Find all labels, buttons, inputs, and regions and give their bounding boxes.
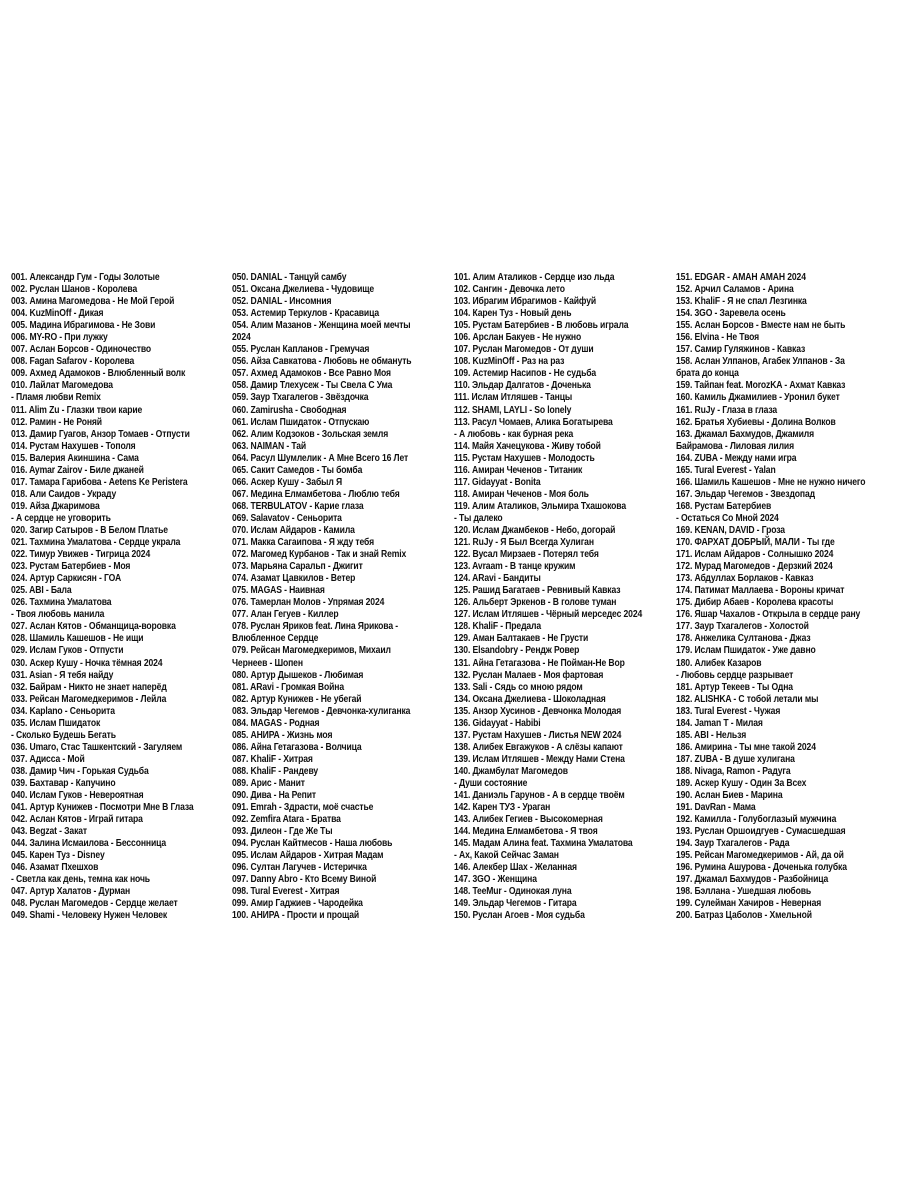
track-line: 155. Аслан Борсов - Вместе нам не быть	[676, 320, 846, 332]
tracklist-column-3	[454, 272, 642, 923]
track-line: 183. Tural Everest - Чужая	[676, 705, 781, 717]
track-line: 040. Ислам Гуков - Невероятная	[11, 790, 144, 802]
track-line: 199. Сулейман Хачиров - Неверная	[676, 898, 822, 910]
track-line: 121. RuJy - Я Был Всегда Хулиган	[454, 537, 594, 549]
track-line: 179. Ислам Пшидаток - Уже давно	[676, 645, 816, 657]
track-line: 139. Ислам Итляшев - Между Нами Стена	[454, 753, 625, 765]
track-line: 172. Мурад Магомедов - Дерзкий 2024	[676, 561, 833, 573]
track-line: 178. Анжелика Султанова - Джаз	[676, 633, 811, 645]
track-line: 142. Карен ТУЗ - Ураган	[454, 802, 551, 814]
track-line: 058. Дамир Тлехусеж - Ты Свела С Ума	[232, 380, 393, 392]
track-line: 159. Тайпан feat. MorozKA - Ахмат Кавказ	[676, 380, 846, 392]
track-line: 057. Ахмед Адамоков - Все Равно Моя	[232, 368, 391, 380]
track-line: 150. Руслан Агоев - Моя судьба	[454, 910, 585, 922]
track-line: 197. Джамал Бахмудов - Разбойница	[676, 874, 829, 886]
track-line: 187. ZUBA - В душе хулигана	[676, 753, 795, 765]
track-line: 160. Камиль Джамилиев - Уронил букет	[676, 392, 840, 404]
track-line: 192. Камилла - Голубоглазый мужчина	[676, 814, 837, 826]
track-line: 098. Tural Everest - Хитрая	[232, 886, 340, 898]
track-line: 037. Адисса - Мой	[11, 753, 85, 765]
track-line: 024. Артур Саркисян - ГОА	[11, 573, 122, 585]
track-line: 070. Ислам Айдаров - Камила	[232, 524, 355, 536]
track-line: 063. NAIMAN - Тай	[232, 440, 307, 452]
track-line: 186. Амирина - Ты мне такой 2024	[676, 741, 816, 753]
track-line: 138. Алибек Евгажуков - А слёзы капают	[454, 741, 623, 753]
track-line: 174. Патимат Маллаева - Вороны кричат	[676, 585, 845, 597]
track-line: - Ты далеко	[454, 512, 503, 524]
track-line: 050. DANIAL - Танцуй самбу	[232, 272, 347, 283]
track-line: 060. Zamirusha - Свободная	[232, 404, 347, 416]
track-line: Влюбленное Сердце	[232, 633, 319, 645]
track-line: 144. Медина Елмамбетова - Я твоя	[454, 826, 598, 838]
track-line: 128. KhaliF - Предала	[454, 621, 542, 633]
track-line: 086. Айна Гетагазова - Волчица	[232, 741, 362, 753]
track-line: 113. Расул Чомаев, Алика Богатырева	[454, 416, 613, 428]
track-line: 163. Джамал Бахмудов, Джамиля	[676, 428, 814, 440]
track-line: 194. Заур Тхагалегов - Рада	[676, 838, 790, 850]
track-line: 080. Артур Дышеков - Любимая	[232, 669, 364, 681]
track-line: 123. Avraam - В танце кружим	[454, 561, 576, 573]
track-line: 108. KuzMinOff - Раз на раз	[454, 356, 565, 368]
track-line: 156. Elvina - Не Твоя	[676, 332, 760, 344]
track-line: 161. RuJy - Глаза в глаза	[676, 404, 778, 416]
track-line: 074. Азамат Цавкилов - Ветер	[232, 573, 356, 585]
track-line: 099. Амир Гаджиев - Чародейка	[232, 898, 363, 910]
track-line: 072. Магомед Курбанов - Так и знай Remix	[232, 549, 407, 561]
track-line: 064. Расул Шумлелик - А Мне Всего 16 Лет	[232, 452, 409, 464]
track-line: 106. Арслан Бакуев - Не нужно	[454, 332, 582, 344]
track-line: 114. Майя Хачецукова - Живу тобой	[454, 440, 601, 452]
track-line: 079. Рейсан Магомедкеримов, Михаил	[232, 645, 391, 657]
track-line: 125. Рашид Багатаев - Ревнивый Кавказ	[454, 585, 621, 597]
track-line: брата до конца	[676, 368, 739, 380]
track-line: 135. Анзор Хусинов - Девчонка Молодая	[454, 705, 622, 717]
track-line: 107. Руслан Магомедов - От души	[454, 344, 594, 356]
track-line: 132. Руслан Малаев - Моя фартовая	[454, 669, 604, 681]
track-line: 102. Сангин - Девочка лето	[454, 284, 565, 296]
track-line: 109. Астемир Насипов - Не судьба	[454, 368, 597, 380]
track-line: 154. 3GO - Заревела осень	[676, 308, 786, 320]
track-line: 153. KhaliF - Я не спал Лезгинка	[676, 296, 807, 308]
track-line: 038. Дамир Чич - Горькая Судьба	[11, 765, 149, 777]
track-line: 103. Ибрагим Ибрагимов - Кайфуй	[454, 296, 597, 308]
track-line: 124. ARavi - Бандиты	[454, 573, 541, 585]
track-line: 026. Тахмина Умалатова	[11, 597, 112, 609]
track-line: 147. 3GO - Женщина	[454, 874, 537, 886]
track-line: 148. TeeMur - Одинокая луна	[454, 886, 572, 898]
track-line: 185. ABI - Нельзя	[676, 729, 747, 741]
track-line: 166. Шамиль Кашешов - Мне не нужно ничего	[676, 476, 866, 488]
track-line: 093. Дилеон - Где Же Ты	[232, 826, 333, 838]
track-line: - Пламя любви Remix	[11, 392, 101, 404]
track-line: - Ах, Какой Сейчас Заман	[454, 850, 559, 862]
track-line: 051. Оксана Джелиева - Чудовище	[232, 284, 375, 296]
track-line: 162. Братья Хубиевы - Долина Волков	[676, 416, 836, 428]
track-line: 119. Алим Аталиков, Эльмира Тхашокова	[454, 500, 626, 512]
track-line: 043. Begzat - Закат	[11, 826, 87, 838]
tracklist-column-2	[232, 272, 411, 923]
track-line: 110. Эльдар Далгатов - Доченька	[454, 380, 591, 392]
track-line: 136. Gidayyat - Habibi	[454, 717, 541, 729]
track-line: 011. Alim Zu - Глазки твои карие	[11, 404, 143, 416]
track-line: 045. Карен Туз - Disney	[11, 850, 105, 862]
track-line: 195. Рейсан Магомедкеримов - Ай, да ой	[676, 850, 844, 862]
track-line: 091. Emrah - Здрасти, моё счастье	[232, 802, 374, 814]
track-line: 164. ZUBA - Между нами игра	[676, 452, 797, 464]
track-line: 117. Gidayyat - Bonita	[454, 476, 541, 488]
track-line: 149. Эльдар Чегемов - Гитара	[454, 898, 577, 910]
track-line: 095. Ислам Айдаров - Хитрая Мадам	[232, 850, 384, 862]
track-line: 100. АНИРА - Прости и прощай	[232, 910, 360, 922]
track-line: 068. TERBULATOV - Карие глаза	[232, 500, 364, 512]
track-line: - Светла как день, темна как ночь	[11, 874, 150, 886]
track-line: 096. Султан Лагучев - Истеричка	[232, 862, 367, 874]
track-line: 003. Амина Магомедова - Не Мой Герой	[11, 296, 175, 308]
track-line: 101. Алим Аталиков - Сердце изо льда	[454, 272, 615, 283]
track-line: 029. Ислам Гуков - Отпусти	[11, 645, 124, 657]
track-line: 094. Руслан Кайтмесов - Наша любовь	[232, 838, 393, 850]
track-line: - Сколько Будешь Бегать	[11, 729, 116, 741]
track-line: 191. DavRan - Мама	[676, 802, 756, 814]
track-line: 075. MAGAS - Наивная	[232, 585, 325, 597]
track-line: 087. KhaliF - Хитрая	[232, 753, 313, 765]
track-line: 134. Оксана Джелиева - Шоколадная	[454, 693, 606, 705]
track-line: 047. Артур Халатов - Дурман	[11, 886, 131, 898]
track-line: 143. Алибек Гегиев - Высокомерная	[454, 814, 603, 826]
track-line: 014. Рустам Нахушев - Тополя	[11, 440, 136, 452]
track-line: 129. Аман Балтакаев - Не Грусти	[454, 633, 589, 645]
track-line: Байрамова - Лиловая лилия	[676, 440, 794, 452]
track-line: 073. Марьяна Саральп - Джигит	[232, 561, 363, 573]
track-line: 088. KhaliF - Рандеву	[232, 765, 319, 777]
track-line: 157. Самир Гуляжинов - Кавказ	[676, 344, 806, 356]
track-line: 169. KENAN, DAVID - Гроза	[676, 524, 785, 536]
track-line: 039. Бахтавар - Капучино	[11, 777, 116, 789]
track-line: 031. Asian - Я тебя найду	[11, 669, 114, 681]
tracklist-column-4	[676, 272, 865, 923]
track-line: 025. ABI - Бала	[11, 585, 72, 597]
track-line: 104. Карен Туз - Новый день	[454, 308, 572, 320]
track-line: 002. Руслан Шанов - Королева	[11, 284, 138, 296]
track-line: 015. Валерия Акиншина - Сама	[11, 452, 139, 464]
track-line: 009. Ахмед Адамоков - Влюбленный волк	[11, 368, 186, 380]
track-line: 055. Руслан Капланов - Гремучая	[232, 344, 370, 356]
tracklist-column-1	[11, 272, 194, 923]
track-line: 033. Рейсан Магомедкеримов - Лейла	[11, 693, 167, 705]
track-line: 041. Артур Кунижев - Посмотри Мне В Глаза	[11, 802, 194, 814]
track-line: 022. Тимур Увижев - Тигрица 2024	[11, 549, 151, 561]
track-line: 019. Айза Джаримова	[11, 500, 100, 512]
track-line: 158. Аслан Улпанов, Агабек Улпанов - За	[676, 356, 845, 368]
track-line: 177. Заур Тхагалегов - Холостой	[676, 621, 809, 633]
track-line: 090. Дива - На Репит	[232, 790, 316, 802]
track-line: - Души состояние	[454, 777, 528, 789]
track-line: 062. Алим Кодзоков - Зольская земля	[232, 428, 389, 440]
track-line: 145. Мадам Алина feat. Тахмина Умалатова	[454, 838, 633, 850]
track-line: 151. EDGAR - АМАН АМАН 2024	[676, 272, 806, 283]
track-line: 089. Арис - Манит	[232, 777, 305, 789]
track-line: 048. Руслан Магомедов - Сердце желает	[11, 898, 178, 910]
track-line: 188. Nivaga, Ramon - Радуга	[676, 765, 791, 777]
track-line: 084. MAGAS - Родная	[232, 717, 320, 729]
track-line: 049. Shami - Человеку Нужен Человек	[11, 910, 168, 922]
track-line: 176. Яшар Чахалов - Открыла в сердце рану	[676, 609, 861, 621]
track-line: 097. Danny Abro - Кто Всему Виной	[232, 874, 377, 886]
track-line: 126. Альберт Эркенов - В голове туман	[454, 597, 617, 609]
track-line: 083. Эльдар Чегемов - Девчонка-хулиганка	[232, 705, 411, 717]
track-line: 077. Алан Гегуев - Киллер	[232, 609, 339, 621]
track-line: 120. Ислам Джамбеков - Небо, догорай	[454, 524, 616, 536]
track-line: 007. Аслан Борсов - Одиночество	[11, 344, 152, 356]
track-line: 054. Алим Мазанов - Женщина моей мечты	[232, 320, 411, 332]
track-line: 168. Рустам Батербиев	[676, 500, 772, 512]
track-line: - А любовь - как бурная река	[454, 428, 574, 440]
track-line: 008. Fagan Safarov - Королева	[11, 356, 135, 368]
track-line: 127. Ислам Итляшев - Чёрный мерседес 2024	[454, 609, 643, 621]
track-line: 146. Алекбер Шах - Желанная	[454, 862, 577, 874]
track-line: 184. Jaman T - Милая	[676, 717, 763, 729]
track-line: 081. ARavi - Громкая Война	[232, 681, 345, 693]
track-line: 122. Вусал Мирзаев - Потерял тебя	[454, 549, 599, 561]
track-line: - Любовь сердце разрывает	[676, 669, 794, 681]
track-line: 076. Тамерлан Молов - Упрямая 2024	[232, 597, 385, 609]
track-line: 044. Залина Исмаилова - Бессонница	[11, 838, 167, 850]
track-line: 018. Али Саидов - Украду	[11, 488, 117, 500]
track-line: 023. Рустам Батербиев - Моя	[11, 561, 131, 573]
track-line: - Остаться Со Мной 2024	[676, 512, 779, 524]
track-line: 056. Айза Савкатова - Любовь не обмануть	[232, 356, 412, 368]
track-line: 017. Тамара Гарибова - Aetens Ke Peristera	[11, 476, 188, 488]
track-line: 182. ALISHKA - С тобой летали мы	[676, 693, 819, 705]
track-line: 190. Аслан Биев - Марина	[676, 790, 783, 802]
track-line: 198. Бэллана - Ушедшая любовь	[676, 886, 812, 898]
track-line: 030. Аскер Кушу - Ночка тёмная 2024	[11, 657, 163, 669]
track-line: 005. Мадина Ибрагимова - Не Зови	[11, 320, 156, 332]
track-line: 130. Elsandobry - Рендж Ровер	[454, 645, 580, 657]
track-line: 012. Рамин - Не Роняй	[11, 416, 102, 428]
track-line: 042. Аслан Кятов - Играй гитара	[11, 814, 143, 826]
track-line: 085. АНИРА - Жизнь моя	[232, 729, 333, 741]
track-line: 071. Макка Сагаипова - Я жду тебя	[232, 537, 375, 549]
track-line: 112. SHAMI, LAYLI - So lonely	[454, 404, 572, 416]
track-line: 010. Лайлат Магомедова	[11, 380, 113, 392]
track-line: 200. Батраз Цаболов - Хмельной	[676, 910, 812, 922]
track-line: 065. Сакит Самедов - Ты бомба	[232, 464, 363, 476]
track-line: 059. Заур Тхагалегов - Звёздочка	[232, 392, 369, 404]
track-line: 175. Дибир Абаев - Королева красоты	[676, 597, 834, 609]
track-line: 052. DANIAL - Инсомния	[232, 296, 332, 308]
track-line: 035. Ислам Пшидаток	[11, 717, 101, 729]
track-line: 180. Алибек Казаров	[676, 657, 762, 669]
track-line: 092. Zemfira Atara - Братва	[232, 814, 341, 826]
track-line: 001. Александр Гум - Годы Золотые	[11, 272, 160, 283]
track-line: 173. Абдуллах Борлаков - Кавказ	[676, 573, 814, 585]
track-line: 193. Руслан Оршоидгуев - Сумасшедшая	[676, 826, 846, 838]
track-line: 111. Ислам Итляшев - Танцы	[454, 392, 573, 404]
track-line: 196. Румина Ашурова - Доченька голубка	[676, 862, 847, 874]
track-line: 133. Sali - Сядь со мною рядом	[454, 681, 583, 693]
track-line: 032. Байрам - Никто не знает наперёд	[11, 681, 167, 693]
track-line: 115. Рустам Нахушев - Молодость	[454, 452, 595, 464]
track-line: 152. Арчил Саламов - Арина	[676, 284, 794, 296]
track-line: 2024	[232, 332, 251, 344]
track-line: 069. Salavatov - Сеньорита	[232, 512, 342, 524]
track-line: 082. Артур Кунижев - Не убегай	[232, 693, 362, 705]
track-line: 165. Tural Everest - Yalan	[676, 464, 776, 476]
track-line: 034. Kaplano - Сеньорита	[11, 705, 115, 717]
track-line: 137. Рустам Нахушев - Листья NEW 2024	[454, 729, 622, 741]
track-line: 170. ФАРХАТ ДОБРЫЙ, МАЛИ - Ты где	[676, 537, 835, 549]
track-line: 046. Азамат Пхешхов	[11, 862, 99, 874]
track-line: 006. MY-RO - При лужку	[11, 332, 108, 344]
track-line: Чернеев - Шопен	[232, 657, 303, 669]
track-line: 016. Aymar Zairov - Биле джаней	[11, 464, 144, 476]
track-line: - А сердце не уговорить	[11, 512, 111, 524]
track-line: 027. Аслан Кятов - Обманщица-воровка	[11, 621, 176, 633]
track-line: 167. Эльдар Чегемов - Звездопад	[676, 488, 815, 500]
track-line: 171. Ислам Айдаров - Солнышко 2024	[676, 549, 834, 561]
track-line: 061. Ислам Пшидаток - Отпускаю	[232, 416, 370, 428]
track-line: 020. Загир Сатыров - В Белом Платье	[11, 524, 168, 536]
track-line: 078. Руслан Яриков feat. Лина Ярикова -	[232, 621, 398, 633]
track-line: 181. Артур Текеев - Ты Одна	[676, 681, 793, 693]
track-line: 131. Айна Гетагазова - Не Пойман-Не Вор	[454, 657, 625, 669]
track-line: 021. Тахмина Умалатова - Сердце украла	[11, 537, 181, 549]
track-line: 141. Даниэль Гарунов - А в сердце твоём	[454, 790, 625, 802]
track-line: 036. Umaro, Стас Ташкентский - Загуляем	[11, 741, 183, 753]
track-line: 189. Аскер Кушу - Один За Всех	[676, 777, 807, 789]
track-line: 118. Амиран Чеченов - Моя боль	[454, 488, 589, 500]
track-line: 067. Медина Елмамбетова - Люблю тебя	[232, 488, 400, 500]
track-line: - Твоя любовь манила	[11, 609, 105, 621]
track-line: 066. Аскер Кушу - Забыл Я	[232, 476, 342, 488]
track-line: 013. Дамир Гуагов, Анзор Томаев - Отпусти	[11, 428, 190, 440]
track-line: 053. Астемир Теркулов - Красавица	[232, 308, 380, 320]
track-line: 004. KuzMinOff - Дикая	[11, 308, 104, 320]
track-line: 028. Шамиль Кашешов - Не ищи	[11, 633, 144, 645]
track-line: 140. Джамбулат Магомедов	[454, 765, 568, 777]
track-line: 116. Амиран Чеченов - Титаник	[454, 464, 583, 476]
track-line: 105. Рустам Батербиев - В любовь играла	[454, 320, 629, 332]
